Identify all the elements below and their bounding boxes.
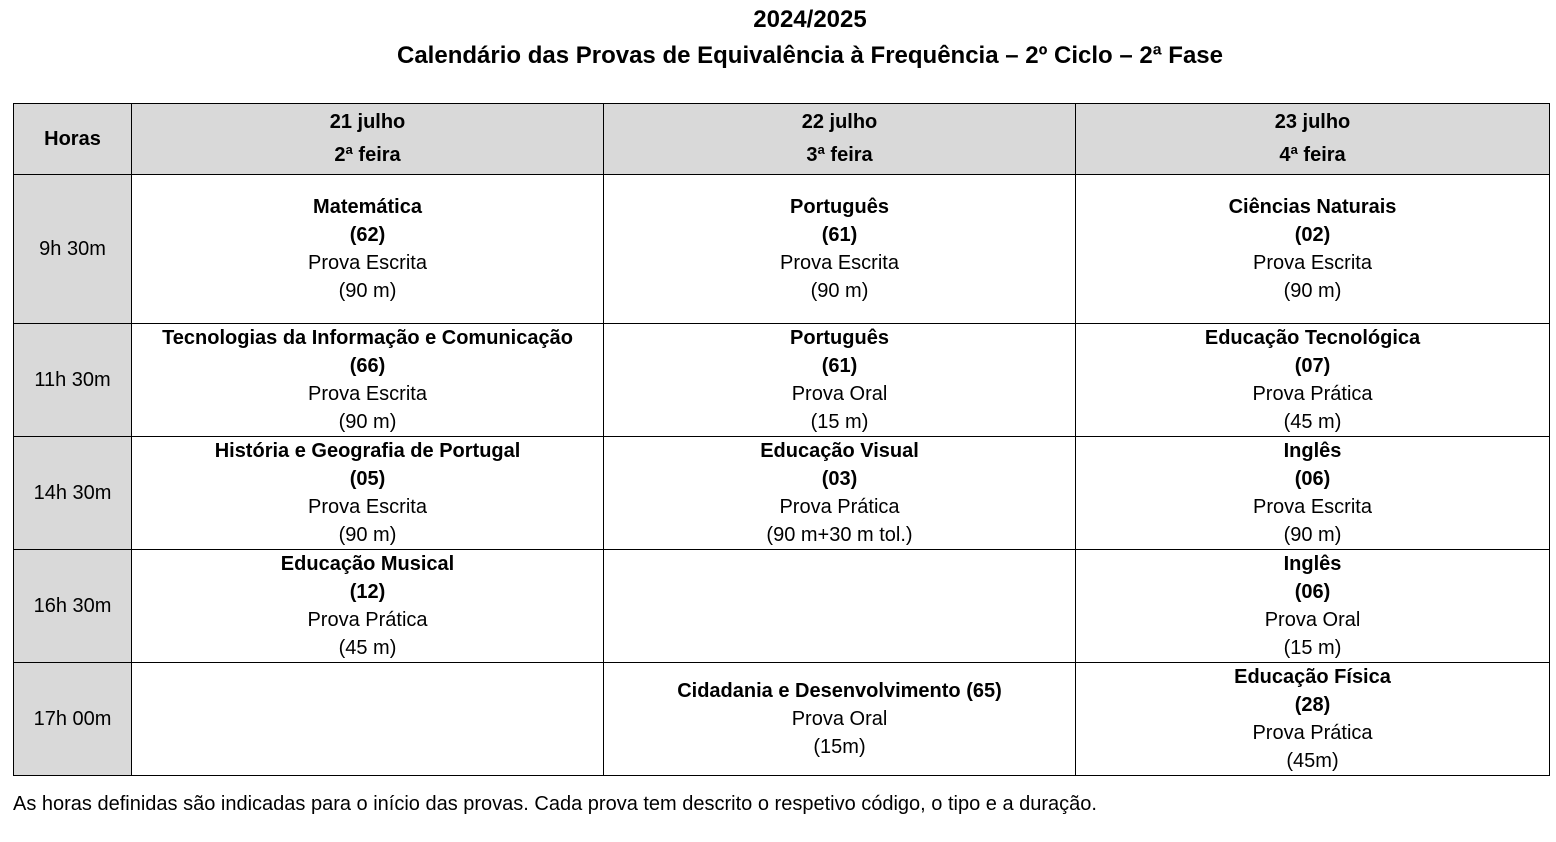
exam-code: (61) [821, 355, 858, 377]
exam-type: Prova Prática [1252, 722, 1373, 744]
exam-type: Prova Oral [791, 383, 888, 405]
exam-subject: História e Geografia de Portugal [214, 440, 521, 462]
exam-type: Prova Escrita [1253, 496, 1372, 518]
exam-code: (28) [1294, 694, 1331, 716]
exam-subject: Educação Visual [760, 440, 919, 462]
exam-code: (61) [821, 224, 858, 246]
table-header-row [14, 104, 1550, 175]
exam-duration: (90 m) [338, 280, 397, 302]
day-header-2 [604, 104, 1076, 175]
table-row [14, 550, 1550, 663]
hour-cell: 14h 30m [14, 437, 132, 550]
exam-subject: Cidadania e Desenvolvimento (65) [677, 680, 1002, 702]
exam-type: Prova Prática [1252, 383, 1373, 405]
exam-duration: (45 m) [1283, 411, 1342, 433]
exam-subject: Português [790, 196, 889, 218]
exam-code: (02) [1294, 224, 1331, 246]
empty-cell [132, 663, 604, 776]
exam-subject: Inglês [1283, 440, 1342, 462]
exam-type: Prova Oral [1264, 609, 1361, 631]
exam-subject: Educação Tecnológica [1204, 327, 1421, 349]
exam-cell [604, 663, 1076, 776]
exam-cell [604, 437, 1076, 550]
exam-type: Prova Escrita [308, 383, 427, 405]
exam-duration: (15m) [813, 736, 866, 758]
exam-duration: (45m) [1286, 750, 1339, 772]
day-date: 21 julho [329, 111, 406, 133]
exam-code: (62) [349, 224, 386, 246]
exam-cell [132, 175, 604, 324]
day-weekday: 4ª feira [1279, 144, 1346, 166]
hour-cell: 9h 30m [14, 175, 132, 324]
exam-subject: Ciências Naturais [1228, 196, 1397, 218]
exam-subject: Português [790, 327, 889, 349]
exam-type: Prova Escrita [308, 252, 427, 274]
exam-schedule-table [13, 103, 1550, 776]
hour-cell: 17h 00m [14, 663, 132, 776]
exam-subject: Inglês [1283, 553, 1342, 575]
exam-duration: (90 m) [1283, 280, 1342, 302]
table-row [14, 663, 1550, 776]
day-date: 23 julho [1274, 111, 1351, 133]
table-row [14, 175, 1550, 324]
table-row [14, 437, 1550, 550]
exam-duration: (15 m) [1283, 637, 1342, 659]
exam-type: Prova Escrita [780, 252, 899, 274]
table-row [14, 324, 1550, 437]
exam-type: Prova Escrita [1253, 252, 1372, 274]
document-year: 2024/2025 [753, 6, 867, 33]
exam-subject: Educação Musical [280, 553, 455, 575]
exam-code: (12) [349, 581, 386, 603]
day-header-1 [132, 104, 604, 175]
exam-type: Prova Escrita [308, 496, 427, 518]
exam-type: Prova Oral [791, 708, 888, 730]
exam-code: (03) [821, 468, 858, 490]
exam-cell [1076, 437, 1550, 550]
day-header-3 [1076, 104, 1550, 175]
exam-cell [1076, 550, 1550, 663]
document-title: Calendário das Provas de Equivalência à Frequência – 2º Ciclo – 2ª Fase [397, 42, 1223, 69]
exam-subject: Tecnologias da Informação e Comunicação [162, 327, 573, 349]
exam-duration: (90 m+30 m tol.) [766, 524, 913, 546]
exam-cell [604, 324, 1076, 437]
exam-duration: (90 m) [338, 524, 397, 546]
hour-cell: 16h 30m [14, 550, 132, 663]
exam-code: (66) [349, 355, 386, 377]
exam-code: (05) [349, 468, 386, 490]
hour-cell: 11h 30m [14, 324, 132, 437]
exam-duration: (90 m) [810, 280, 869, 302]
exam-code: (06) [1294, 581, 1331, 603]
day-weekday: 3ª feira [806, 144, 873, 166]
exam-duration: (45 m) [338, 637, 397, 659]
exam-code: (06) [1294, 468, 1331, 490]
exam-duration: (90 m) [1283, 524, 1342, 546]
empty-cell [604, 550, 1076, 663]
exam-duration: (15 m) [810, 411, 869, 433]
exam-cell [132, 550, 604, 663]
footnote: As horas definidas são indicadas para o início das provas. Cada prova tem descrito o respetivo código, o tipo e a duração. [13, 793, 1097, 815]
exam-cell [1076, 175, 1550, 324]
exam-cell [1076, 663, 1550, 776]
exam-type: Prova Prática [779, 496, 900, 518]
exam-cell [604, 175, 1076, 324]
exam-cell [1076, 324, 1550, 437]
exam-cell [132, 324, 604, 437]
exam-type: Prova Prática [307, 609, 428, 631]
day-weekday: 2ª feira [334, 144, 401, 166]
exam-subject: Matemática [313, 196, 422, 218]
day-date: 22 julho [801, 111, 878, 133]
exam-cell [132, 437, 604, 550]
hours-header: Horas [14, 104, 132, 175]
exam-code: (07) [1294, 355, 1331, 377]
exam-subject: Educação Física [1234, 666, 1391, 688]
exam-duration: (90 m) [338, 411, 397, 433]
